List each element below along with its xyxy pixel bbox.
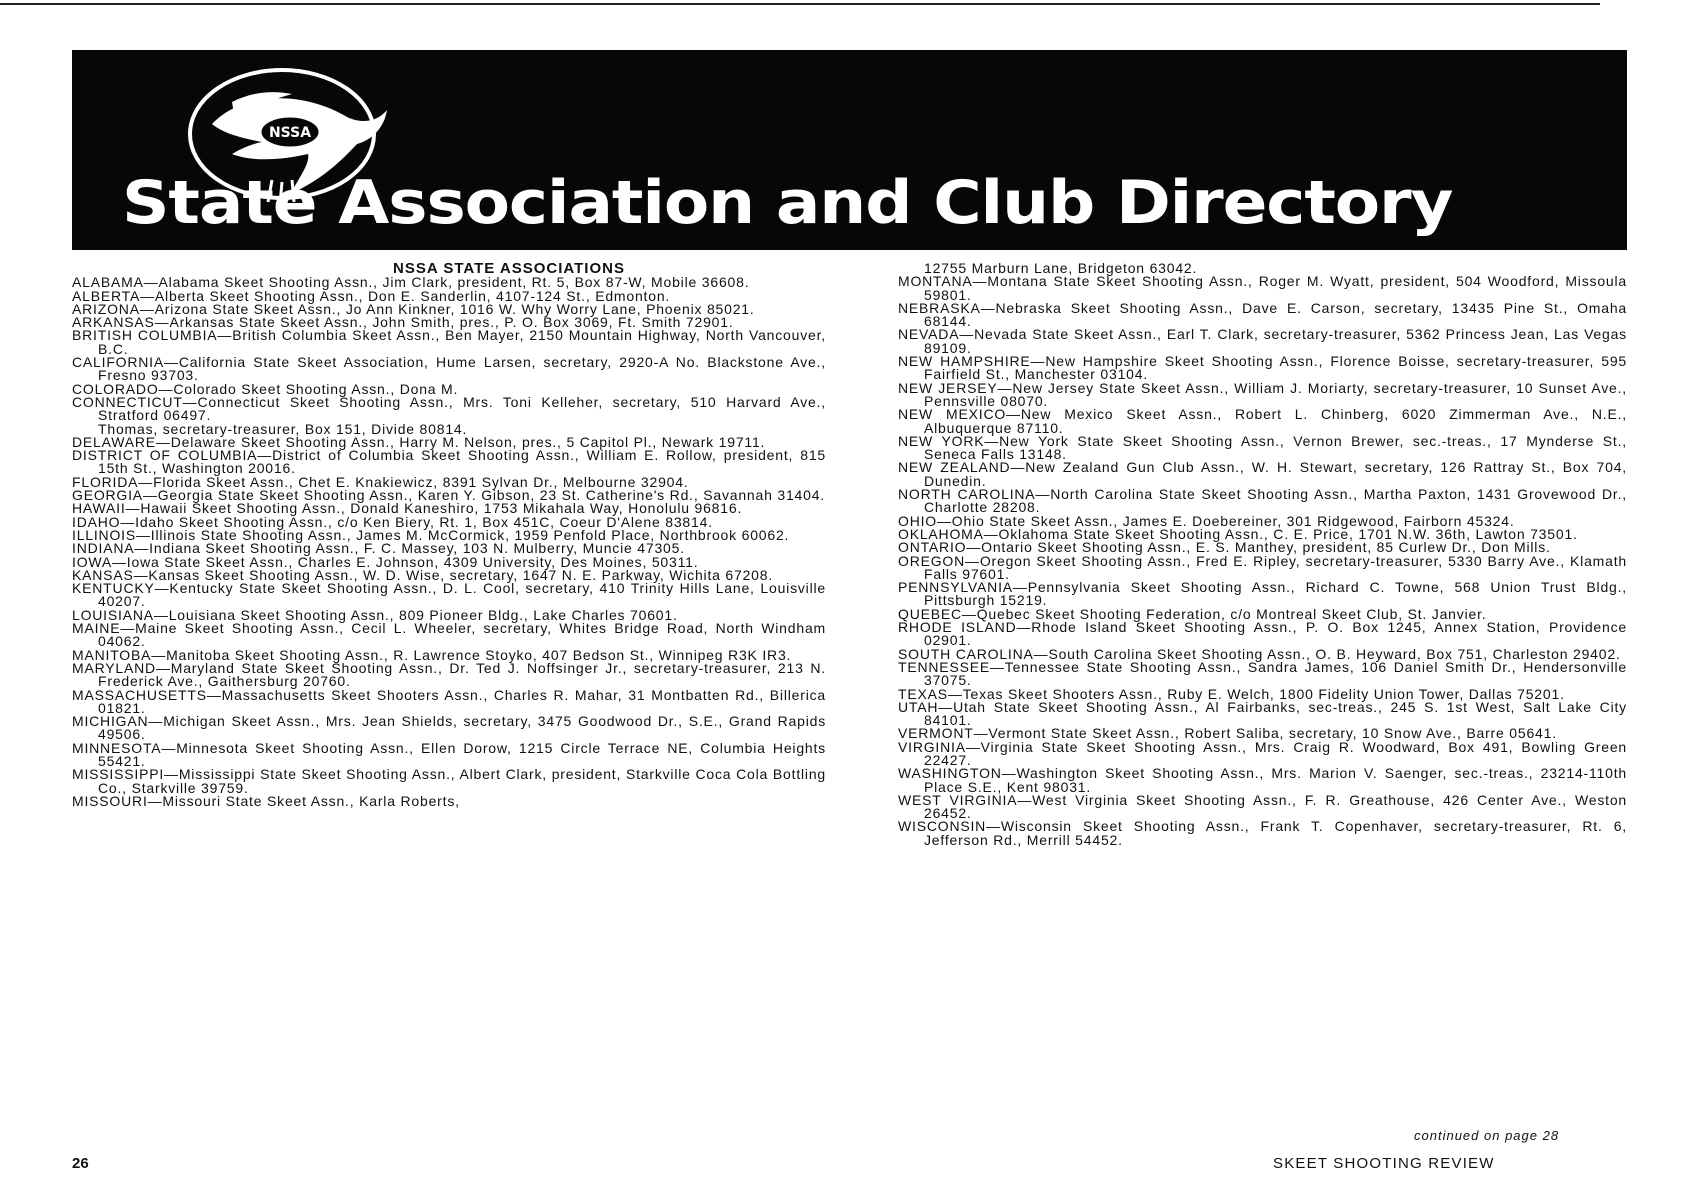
list-item: FLORIDA—Florida Skeet Assn., Chet E. Knakiewicz, 8391 Sylvan Dr., Melbourne 32904. (72, 473, 689, 490)
list-item: RHODE ISLAND—Rhode Island Skeet Shooting Assn., P. O. Box 1245, Annex Station, Providence 02901. (898, 619, 1627, 649)
list-item: BRITISH COLUMBIA—British Columbia Skeet Assn., Ben Mayer, 2150 Mountain Highway, North Vancouver, B.C. (72, 327, 826, 357)
list-item: ARIZONA—Arizona State Skeet Assn., Jo Ann Kinkner, 1016 W. Why Worry Lane, Phoenix 85021. (72, 300, 755, 317)
list-item: MISSOURI—Missouri State Skeet Assn., Karla Roberts, (72, 792, 460, 809)
list-item: SOUTH CAROLINA—South Carolina Skeet Shooting Assn., O. B. Heyward, Box 751, Charleston 29402. (898, 645, 1621, 662)
list-item: GEORGIA—Georgia State Skeet Shooting Assn., Karen Y. Gibson, 23 St. Catherine's Rd., Savannah 31404. (72, 487, 825, 504)
list-item: IDAHO—Idaho Skeet Shooting Assn., c/o Ken Biery, Rt. 1, Box 451C, Coeur D'Alene 83814. (72, 513, 713, 530)
list-item: MISSISSIPPI—Mississippi State Skeet Shooting Assn., Albert Clark, president, Starkville Coca Cola Bottling Co., Starkville 39759. (72, 766, 826, 796)
page-title: State Association and Club Directory (122, 168, 1453, 238)
list-item: ALABAMA—Alabama Skeet Shooting Assn., Jim Clark, president, Rt. 5, Box 87-W, Mobile 36608. (72, 274, 750, 291)
list-item: WEST VIRGINIA—West Virginia Skeet Shooting Assn., F. R. Greathouse, 426 Center Ave., Weston 26452. (898, 791, 1627, 822)
list-item: ILLINOIS—Illinois State Shooting Assn., James M. McCormick, 1959 Penfold Place, Northbrook 60062. (72, 526, 790, 543)
list-item: NEW HAMPSHIRE—New Hampshire Skeet Shooting Assn., Florence Boisse, secretary-treasurer, 595 Fairfield St., Manchester 03104. (898, 353, 1627, 383)
list-item: COLORADO—Colorado Skeet Shooting Assn., Dona M. (72, 380, 459, 397)
list-item: ALBERTA—Alberta Skeet Shooting Assn., Don E. Sanderlin, 4107-124 St., Edmonton. (72, 287, 671, 304)
list-item: NEBRASKA—Nebraska Skeet Shooting Assn., Dave E. Carson, secretary, 13435 Pine St., Omaha 68144. (898, 299, 1627, 330)
list-item: CALIFORNIA—California State Skeet Association, Hume Larsen, secretary, 2920-A No. Blackstone Ave., Fresno 93703. (72, 354, 826, 384)
list-item: NORTH CAROLINA—North Carolina State Skeet Shooting Assn., Martha Paxton, 1431 Grovewood Dr., Charlotte 28208. (898, 486, 1627, 516)
top-rule (0, 3, 1600, 5)
list-item: PENNSYLVANIA—Pennsylvania Skeet Shooting Assn., Richard C. Towne, 568 Union Trust Bldg., Pittsburgh 15219. (898, 579, 1627, 609)
list-item: NEW YORK—New York State Skeet Shooting Assn., Vernon Brewer, sec.-treas., 17 Mynderse St., Seneca Falls 13148. (898, 432, 1627, 463)
list-item: DISTRICT OF COLUMBIA—District of Columbia Skeet Shooting Assn., William E. Rollow, president, 815 15th St., Washington 20016. (72, 447, 826, 477)
list-item: LOUISIANA—Louisiana Skeet Shooting Assn., 809 Pioneer Bldg., Lake Charles 70601. (72, 606, 678, 623)
list-item: MONTANA—Montana State Skeet Shooting Assn., Roger M. Wyatt, president, 504 Woodford, Missoula 59801. (898, 273, 1627, 303)
list-item: WISCONSIN—Wisconsin Skeet Shooting Assn., Frank T. Copenhaver, secretary-treasurer, Rt. 6, Jefferson Rd., Merrill 54452. (898, 818, 1627, 848)
list-item: IOWA—Iowa State Skeet Assn., Charles E. Johnson, 4309 University, Des Moines, 50311. (72, 553, 699, 570)
list-item: WASHINGTON—Washington Skeet Shooting Assn., Mrs. Marion V. Saenger, sec.-treas., 23214-110th Place S.E., Kent 98031. (898, 765, 1627, 795)
list-item: VERMONT—Vermont State Skeet Assn., Robert Saliba, secretary, 10 Snow Ave., Barre 05641. (898, 725, 1557, 742)
section-heading: NSSA STATE ASSOCIATIONS (393, 260, 625, 277)
list-item: OREGON—Oregon Skeet Shooting Assn., Fred E. Ripley, secretary-treasurer, 5330 Barry Ave., Klamath Falls 97601. (898, 552, 1627, 582)
left-column (72, 262, 826, 808)
list-item: MICHIGAN—Michigan Skeet Assn., Mrs. Jean Shields, secretary, 3475 Goodwood Dr., S.E., Grand Rapids 49506. (72, 713, 826, 743)
list-item: HAWAII—Hawaii Skeet Shooting Assn., Donald Kaneshiro, 1753 Mikahala Way, Honolulu 96816. (72, 500, 743, 517)
list-item: DELAWARE—Delaware Skeet Shooting Assn., Harry M. Nelson, pres., 5 Capitol Pl., Newark 19711. (72, 433, 766, 450)
list-item: NEW ZEALAND—New Zealand Gun Club Assn., W. H. Stewart, secretary, 126 Rattray St., Box 704, Dunedin. (898, 459, 1627, 489)
list-item: TENNESSEE—Tennessee State Shooting Assn., Sandra James, 106 Daniel Smith Dr., Hendersonville 37075. (898, 658, 1627, 689)
list-item: UTAH—Utah State Skeet Shooting Assn., Al Fairbanks, sec-treas., 245 S. 1st West, Salt Lake City 84101. (898, 698, 1627, 729)
list-item: KANSAS—Kansas Skeet Shooting Assn., W. D. Wise, secretary, 1647 N. E. Parkway, Wichita 67208. (72, 566, 774, 583)
list-item: TEXAS—Texas Skeet Shooters Assn., Ruby E. Welch, 1800 Fidelity Union Tower, Dallas 75201. (898, 685, 1565, 702)
publication-name: SKEET SHOOTING REVIEW (1273, 1155, 1495, 1172)
list-item: 12755 Marburn Lane, Bridgeton 63042. (924, 260, 1198, 276)
logo-text: NSSA (268, 125, 312, 141)
list-item: ARKANSAS—Arkansas State Skeet Assn., John Smith, pres., P. O. Box 3069, Ft. Smith 72901. (72, 314, 734, 331)
list-item: MARYLAND—Maryland State Skeet Shooting Assn., Dr. Ted J. Noffsinger Jr., secretary-treasurer, 213 N. Frederick Ave., Gaithersburg 20760. (72, 659, 826, 690)
list-item: NEW JERSEY—New Jersey State Skeet Assn., William J. Moriarty, secretary-treasurer, 10 Sunset Ave., Pennsville 08070. (898, 379, 1627, 409)
list-item: VIRGINIA—Virginia State Skeet Shooting Assn., Mrs. Craig R. Woodward, Box 491, Bowling Green 22427. (898, 738, 1627, 768)
page-number: 26 (72, 1155, 89, 1172)
list-item: INDIANA—Indiana Skeet Shooting Assn., F. C. Massey, 103 N. Mulberry, Muncie 47305. (72, 540, 685, 557)
list-item: NEVADA—Nevada State Skeet Assn., Earl T. Clark, secretary-treasurer, 5362 Princess Jean, Las Vegas 89109. (898, 326, 1627, 356)
list-item: OKLAHOMA—Oklahoma State Skeet Shooting Assn., C. E. Price, 1701 N.W. 36th, Lawton 73501. (898, 525, 1578, 542)
list-item: MAINE—Maine Skeet Shooting Assn., Cecil L. Wheeler, secretary, Whites Bridge Road, North Windham 04062. (72, 620, 826, 650)
right-column (898, 262, 1627, 847)
list-item: Thomas, secretary-treasurer, Box 151, Divide 80814. (98, 420, 468, 437)
continued-note: continued on page 28 (1414, 1128, 1560, 1143)
list-item: CONNECTICUT—Connecticut Skeet Shooting Assn., Mrs. Toni Kelleher, secretary, 510 Harvard Ave., Stratford 06497. (72, 393, 826, 424)
list-item: QUEBEC—Quebec Skeet Shooting Federation, c/o Montreal Skeet Club, St. Janvier. (898, 605, 1487, 622)
list-item: OHIO—Ohio State Skeet Assn., James E. Doebereiner, 301 Ridgewood, Fairborn 45324. (898, 512, 1515, 529)
header-banner (72, 50, 1627, 250)
list-item: NEW MEXICO—New Mexico Skeet Assn., Robert L. Chinberg, 6020 Zimmerman Ave., N.E., Albuquerque 87110. (898, 406, 1627, 436)
list-item: KENTUCKY—Kentucky State Skeet Shooting Assn., D. L. Cool, secretary, 410 Trinity Hills Lane, Louisville 40207. (72, 580, 826, 610)
list-item: MASSACHUSETTS—Massachusetts Skeet Shooters Assn., Charles R. Mahar, 31 Montbatten Rd., Billerica 01821. (72, 686, 826, 716)
list-item: ONTARIO—Ontario Skeet Shooting Assn., E. S. Manthey, president, 85 Curlew Dr., Don Mills. (898, 539, 1551, 556)
list-item: MINNESOTA—Minnesota Skeet Shooting Assn., Ellen Dorow, 1215 Circle Terrace NE, Columbia Heights 55421. (72, 739, 826, 769)
list-item: MANITOBA—Manitoba Skeet Shooting Assn., R. Lawrence Stoyko, 407 Bedson St., Winnipeg R3K IR3. (72, 646, 792, 663)
